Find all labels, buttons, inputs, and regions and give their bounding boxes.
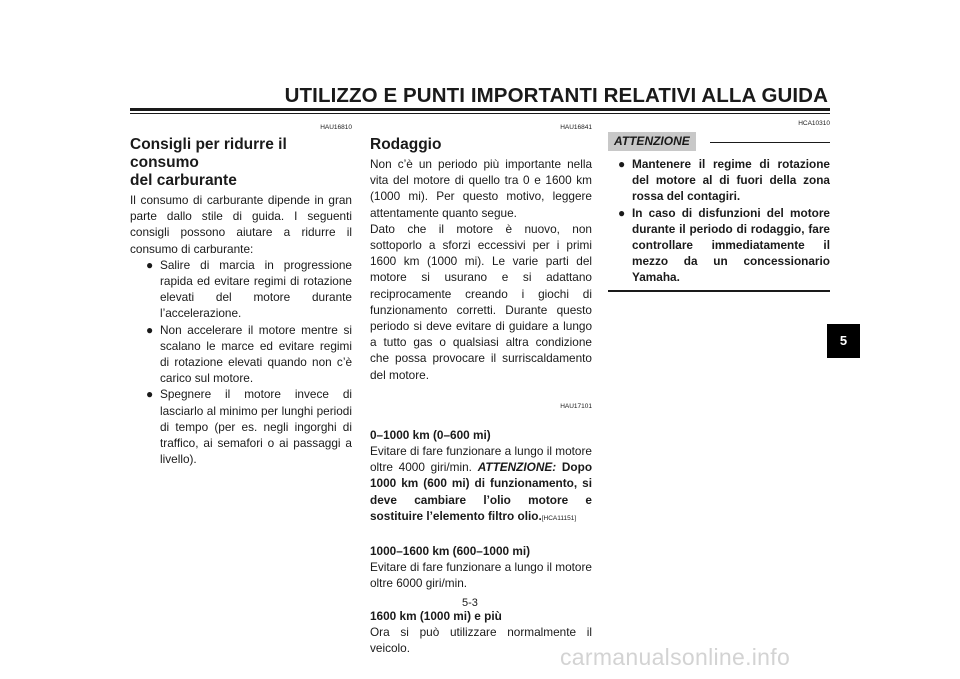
- paragraph-0-1000: Evitare di fare funzionare a lungo il motore oltre 4000 giri/min. ATTENZIONE: Dopo 1000 km (600 mi) di funzionamento, si deve cambiare l’olio motore e sostituire l’elemento filtro olio.[HCA11151]: [370, 444, 593, 523]
- bullet-icon: ●: [618, 205, 626, 220]
- subheading-1000-1600: 1000–1600 km (600–1000 mi): [370, 544, 531, 559]
- list-item: ● Mantenere il regime di rotazione del motore al di fuori della zona rossa del contagiri.: [618, 157, 830, 204]
- bullet-icon: ●: [146, 322, 154, 337]
- page-number: 5-3: [462, 597, 478, 609]
- subheading-0-1000: 0–1000 km (0–600 mi): [370, 427, 491, 442]
- break-in-para-1: Non c’è un periodo più importante nella vita del motore di quello tra 0 e 1600 km (1000 mi). Per questo motivo, leggere attentamente quanto segue.: [370, 157, 592, 220]
- heading-line-2: del carburante: [130, 172, 237, 189]
- page-header-title: UTILIZZO E PUNTI IMPORTANTI RELATIVI ALLA GUIDA: [284, 84, 828, 107]
- bullet-icon: ●: [146, 257, 154, 272]
- section-heading-break-in: Rodaggio: [370, 136, 442, 153]
- section-code: HCA10310: [798, 120, 830, 127]
- attention-header: [608, 120, 830, 152]
- paragraph-1600-plus: Ora si può utilizzare normalmente il veicolo.: [370, 624, 592, 656]
- list-item: ● Salire di marcia in progressione rapida ed evitare regimi di rotazione elevati del motore durante l’accelerazione.: [146, 257, 352, 321]
- chapter-tab: 5: [827, 324, 860, 358]
- inline-attention-text: Dopo 1000 km (600 mi) di funzionamento, si deve cambiare l’olio motore e sostituire l’elemento filtro olio.: [370, 460, 593, 523]
- section-code: HAU16841: [560, 124, 592, 131]
- section-heading-fuel: [130, 136, 352, 190]
- section-code: HAU16810: [320, 124, 352, 131]
- subheading-1600-plus: 1600 km (1000 mi) e più: [370, 608, 502, 623]
- right-column: [608, 120, 830, 292]
- middle-column: [370, 124, 592, 656]
- list-item: ● Non accelerare il motore mentre si scalano le marce ed evitare regimi di rotazione elevati quando non c’è carico sul motore.: [146, 322, 352, 386]
- attention-rule: [710, 142, 830, 143]
- attention-badge: ATTENZIONE: [608, 132, 696, 151]
- header-rule: [130, 108, 830, 111]
- paragraph-1000-1600: Evitare di fare funzionare a lungo il motore oltre 6000 giri/min.: [370, 560, 592, 591]
- break-in-para-2: Dato che il motore è nuovo, non sottoporlo a sforzi eccessivi per i primi 1600 km (1000 mi). Le varie parti del motore si usurano e si adattano reciprocamente creando i giochi di funzionamento corretti. Durante questo periodo si deve evitare di guidare a lungo a tutto gas o qualsiasi altra condizione che possa provocare il surriscaldamento del motore.: [370, 221, 592, 382]
- attention-end-rule: [608, 290, 830, 292]
- reference-code: [HCA11151]: [541, 514, 577, 522]
- left-column: [130, 124, 352, 467]
- header-rule-thin: [130, 113, 830, 114]
- watermark: carmanualsonline.info: [560, 644, 791, 670]
- fuel-intro: Il consumo di carburante dipende in gran parte dallo stile di guida. I seguenti consigli possono aiutare a ridurre il consumo di carburante:: [130, 193, 352, 256]
- fuel-tips-list: [130, 257, 352, 468]
- bullet-icon: ●: [146, 387, 154, 402]
- inline-attention-label: ATTENZIONE:: [477, 460, 557, 475]
- list-item: ● Spegnere il motore invece di lasciarlo al minimo per lunghi periodi di tempo (per es. negli ingorghi di traffico, ai semafori o ai passaggi a livello).: [146, 387, 352, 467]
- list-item: ● In caso di disfunzioni del motore durante il periodo di rodaggio, fare controllare immediatamente il mezzo da un concessionario Yamaha.: [618, 205, 830, 285]
- attention-list: [608, 156, 830, 286]
- section-code: HAU17101: [560, 402, 592, 410]
- bullet-icon: ●: [618, 157, 626, 171]
- heading-line-1: Consigli per ridurre il consumo: [130, 136, 287, 171]
